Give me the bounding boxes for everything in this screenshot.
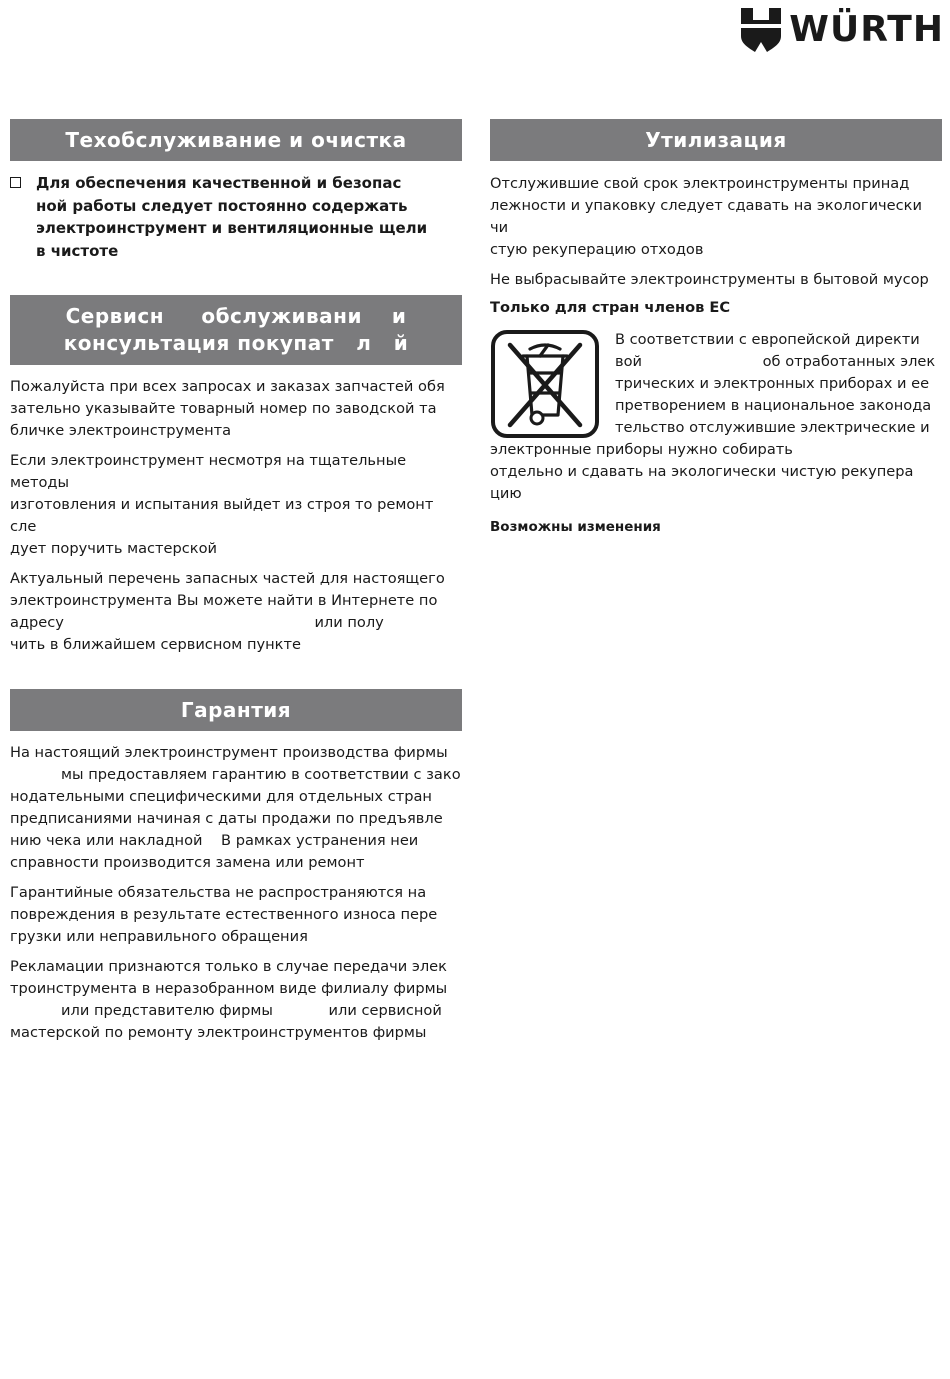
warranty-paragraph-2: Гарантийные обязательства не распространяются на повреждения в результате естественного износа пере грузки или неправильного обращения <box>10 884 438 945</box>
maintenance-bullet <box>10 172 462 262</box>
eu-heading: Только для стран членов ЕС <box>490 299 731 316</box>
disposal-paragraph-2: Не выбрасывайте электроинструменты в бытовой мусор <box>490 271 929 288</box>
maintenance-bullet-text: Для обеспечения качественной и безопас ной работы следует постоянно содержать электроинструмент и вентиляционные щели в чистоте <box>36 174 428 260</box>
warranty-paragraph-1: На настоящий электроинструмент производства фирмы мы предоставляем гарантию в соответствии с зако нодательными специфическими для отдельных стран предписаниями начиная с даты продажи по предъявле нию чека или накладной В рамках устранения неи справности производится замена или ремонт <box>10 744 461 871</box>
brand-name: WÜRTH <box>789 9 944 50</box>
right-column <box>490 119 942 537</box>
wurth-logo <box>741 8 944 52</box>
service-paragraph-3: Актуальный перечень запасных частей для настоящего электроинструмента Вы можете найти в Интернете по адресу или полу чить в ближайшем сервисном пункте <box>10 570 445 653</box>
crossed-out-wheelie-bin-icon <box>490 329 600 439</box>
service-paragraph-1: Пожалуйста при всех запросах и заказах запчастей обя зательно указывайте товарный номер по заводской та бличке электроинструмента <box>10 378 445 439</box>
service-heading: Сервисн обслуживани и консультация покупат л й <box>10 295 462 365</box>
maintenance-heading: Техобслуживание и очистка <box>10 119 462 161</box>
service-paragraph-2: Если электроинструмент несмотря на тщательные методы изготовления и испытания выйдет из строя то ремонт сле дует поручить мастерской <box>10 452 434 557</box>
warranty-heading: Гарантия <box>10 689 462 731</box>
warranty-paragraph-3: Рекламации признаются только в случае передачи элек троинструмента в неразобранном виде филиалу фирмы или представителю фирмы или сервисной мастерской по ремонту электроинструментов фирмы <box>10 958 448 1041</box>
eu-block: В соответствии с европейской директи вой об отработанных элек трических и электронных приборах и ее претворением в национальное законода тельство отслужившие электрические и электронные приборы нужно собирать отдельно и сдавать на экологически чистую рекупера цию <box>490 331 936 502</box>
changes-note: Возможны изменения <box>490 519 661 535</box>
disposal-heading: Утилизация <box>490 119 942 161</box>
disposal-paragraph-1: Отслужившие свой срок электроинструменты принад лежности и упаковку следует сдавать на экологически чи стую рекуперацию отходов <box>490 175 922 258</box>
wurth-emblem-icon <box>741 8 781 52</box>
bullet-square-icon <box>10 177 21 188</box>
left-column <box>10 119 462 1044</box>
